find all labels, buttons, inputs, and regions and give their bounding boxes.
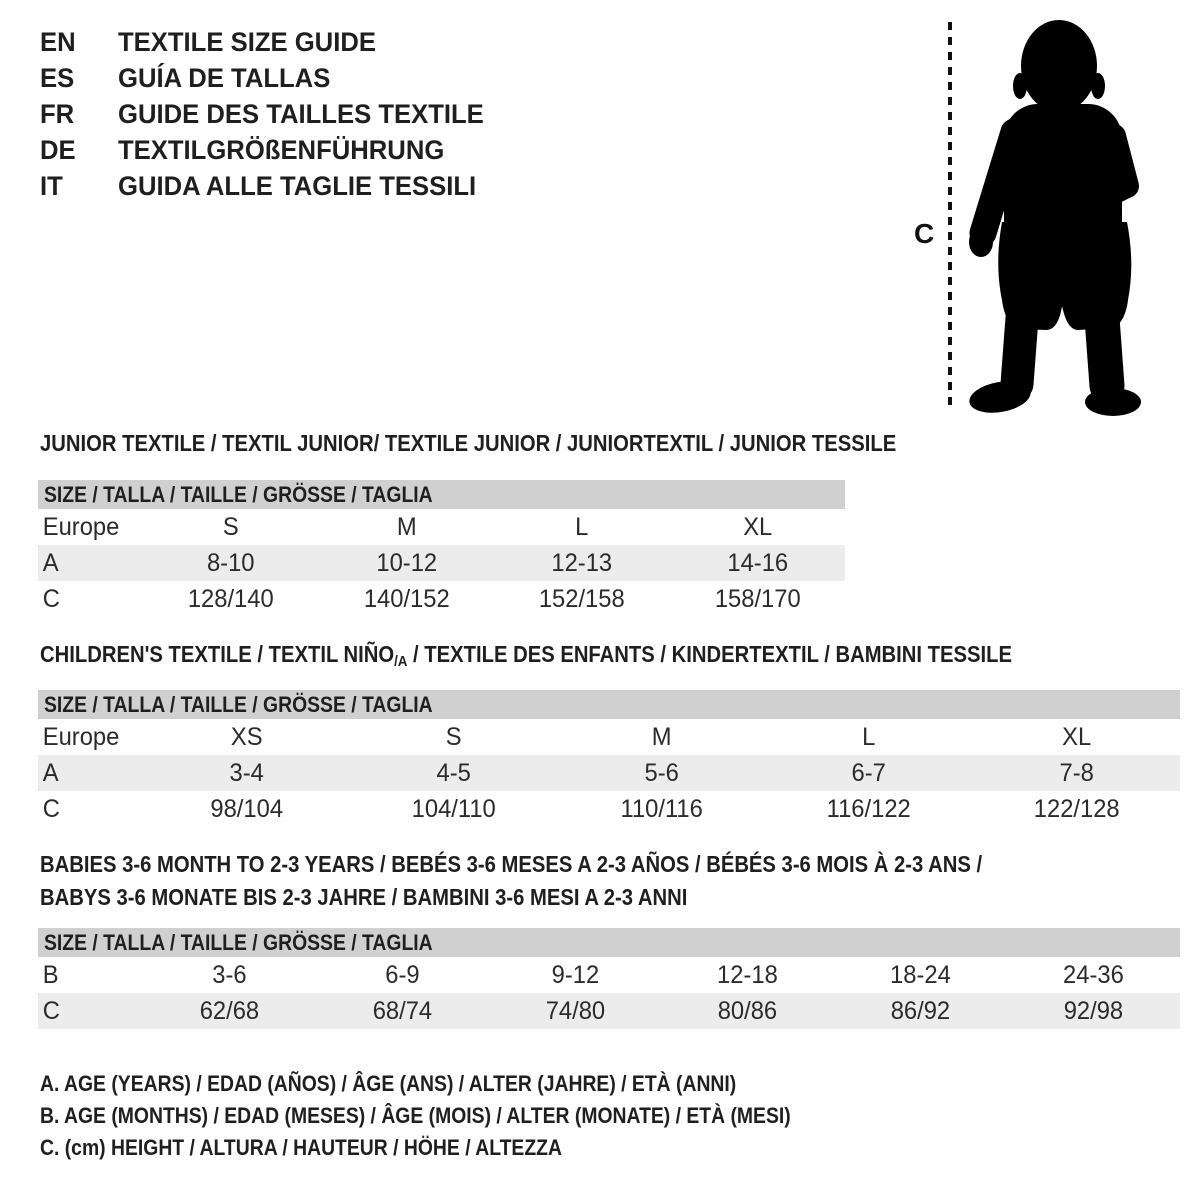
months-cell: 6-9 [385,960,420,989]
table-row-europe [38,719,1180,755]
size-header-label: SIZE / TALLA / TAILLE / GRÖSSE / TAGLIA [44,481,433,507]
size-cell: XL [1061,722,1091,751]
table-row-europe [38,509,845,545]
months-cell: 24-36 [1063,960,1124,989]
months-cell: 12-18 [717,960,779,989]
height-measure-label: C [914,218,935,249]
months-cell: 9-12 [551,960,599,989]
language-title-list [40,24,503,204]
size-cell: S [446,722,463,751]
height-cell: 92/98 [1063,996,1124,1025]
size-header-bar [38,690,1180,719]
size-header-label: SIZE / TALLA / TAILLE / GRÖSSE / TAGLIA [44,929,433,955]
note-age-years: A. AGE (YEARS) / EDAD (AÑOS) / ÂGE (ANS) / ALTER (JAHRE) / ETÀ (ANNI) [40,1071,737,1096]
size-header-bar [38,928,1180,957]
note-age-months: B. AGE (MONTHS) / EDAD (MESES) / ÂGE (MOIS) / ALTER (MONATE) / ETÀ (MESI) [40,1103,791,1128]
row-label: Europe [42,722,120,751]
note-height-cm: C. (cm) HEIGHT / ALTURA / HAUTEUR / HÖHE / ALTEZZA [40,1135,562,1160]
toddler-silhouette [967,20,1141,417]
height-cell: 116/122 [826,794,911,823]
age-cell: 3-4 [229,758,264,787]
age-cell: 14-16 [726,548,788,577]
height-cell: 86/92 [891,996,951,1025]
row-label: C [42,794,60,823]
children-size-table [38,690,1180,827]
age-cell: 12-13 [551,548,613,577]
age-cell: 6-7 [851,758,887,787]
row-label: C [42,996,60,1025]
language-code: FR [40,98,75,129]
junior-size-table [38,480,845,617]
guide-title: GUIDA ALLE TAGLIE TESSILI [118,170,477,201]
table-row-age [38,755,1180,791]
age-cell: 8-10 [206,548,255,577]
height-cell: 140/152 [363,584,450,613]
guide-title: TEXTILGRÖßENFÜHRUNG [118,134,445,165]
months-cell: 18-24 [890,960,952,989]
language-row [40,168,503,204]
language-row [40,60,503,96]
toddler-figure [895,12,1195,422]
height-cell: 62/68 [199,996,260,1025]
height-cell: 74/80 [545,996,605,1025]
table-row-height [38,581,845,617]
height-cell: 68/74 [372,996,432,1025]
table-row-height [38,791,1180,827]
row-label: A [42,758,59,787]
age-cell: 10-12 [375,548,437,577]
row-label: C [42,584,60,613]
babies-size-table [38,928,1180,1029]
guide-title: GUIDE DES TAILLES TEXTILE [118,98,484,129]
size-cell: XL [742,512,772,541]
row-label: A [42,548,59,577]
language-code: ES [40,62,75,93]
language-code: EN [40,26,76,57]
table-row-height [38,993,1180,1029]
size-cell: M [396,512,417,541]
size-header-bar [38,480,845,509]
height-cell: 128/140 [187,584,274,613]
table-row-age [38,545,845,581]
size-cell: S [222,512,239,541]
junior-section-title: JUNIOR TEXTILE / TEXTIL JUNIOR/ TEXTILE JUNIOR / JUNIORTEXTIL / JUNIOR TESSILE [40,430,897,456]
children-section-title: CHILDREN'S TEXTILE / TEXTIL NIÑO/A / TEXTILE DES ENFANTS / KINDERTEXTIL / BAMBINI TESSILE [40,641,1013,670]
size-header-label: SIZE / TALLA / TAILLE / GRÖSSE / TAGLIA [44,691,433,717]
language-row [40,96,503,132]
age-cell: 7-8 [1059,758,1094,787]
height-cell: 98/104 [210,794,284,823]
table-row-months [38,957,1180,993]
language-row [40,132,503,168]
guide-title: GUÍA DE TALLAS [118,62,331,93]
height-cell: 110/116 [620,794,703,823]
size-cell: XS [230,722,263,751]
size-cell: M [651,722,672,751]
legend-notes [40,1068,893,1164]
height-cell: 122/128 [1033,794,1120,823]
size-cell: L [862,722,876,751]
language-code: IT [40,170,63,201]
row-label: B [42,960,59,989]
babies-section-title-line1: BABIES 3-6 MONTH TO 2-3 YEARS / BEBÉS 3-6 MESES A 2-3 AÑOS / BÉBÉS 3-6 MOIS À 2-3 ANS / [40,851,983,877]
height-cell: 80/86 [718,996,778,1025]
months-cell: 3-6 [212,960,247,989]
language-row [40,24,503,60]
height-cell: 104/110 [412,794,497,823]
row-label: Europe [42,512,120,541]
age-cell: 4-5 [436,758,472,787]
babies-section-title-line2: BABYS 3-6 MONATE BIS 2-3 JAHRE / BAMBINI 3-6 MESI A 2-3 ANNI [40,884,688,910]
size-cell: L [575,512,589,541]
guide-title: TEXTILE SIZE GUIDE [118,26,376,57]
height-cell: 158/170 [714,584,801,613]
age-cell: 5-6 [644,758,679,787]
language-code: DE [40,134,76,165]
height-cell: 152/158 [538,584,625,613]
